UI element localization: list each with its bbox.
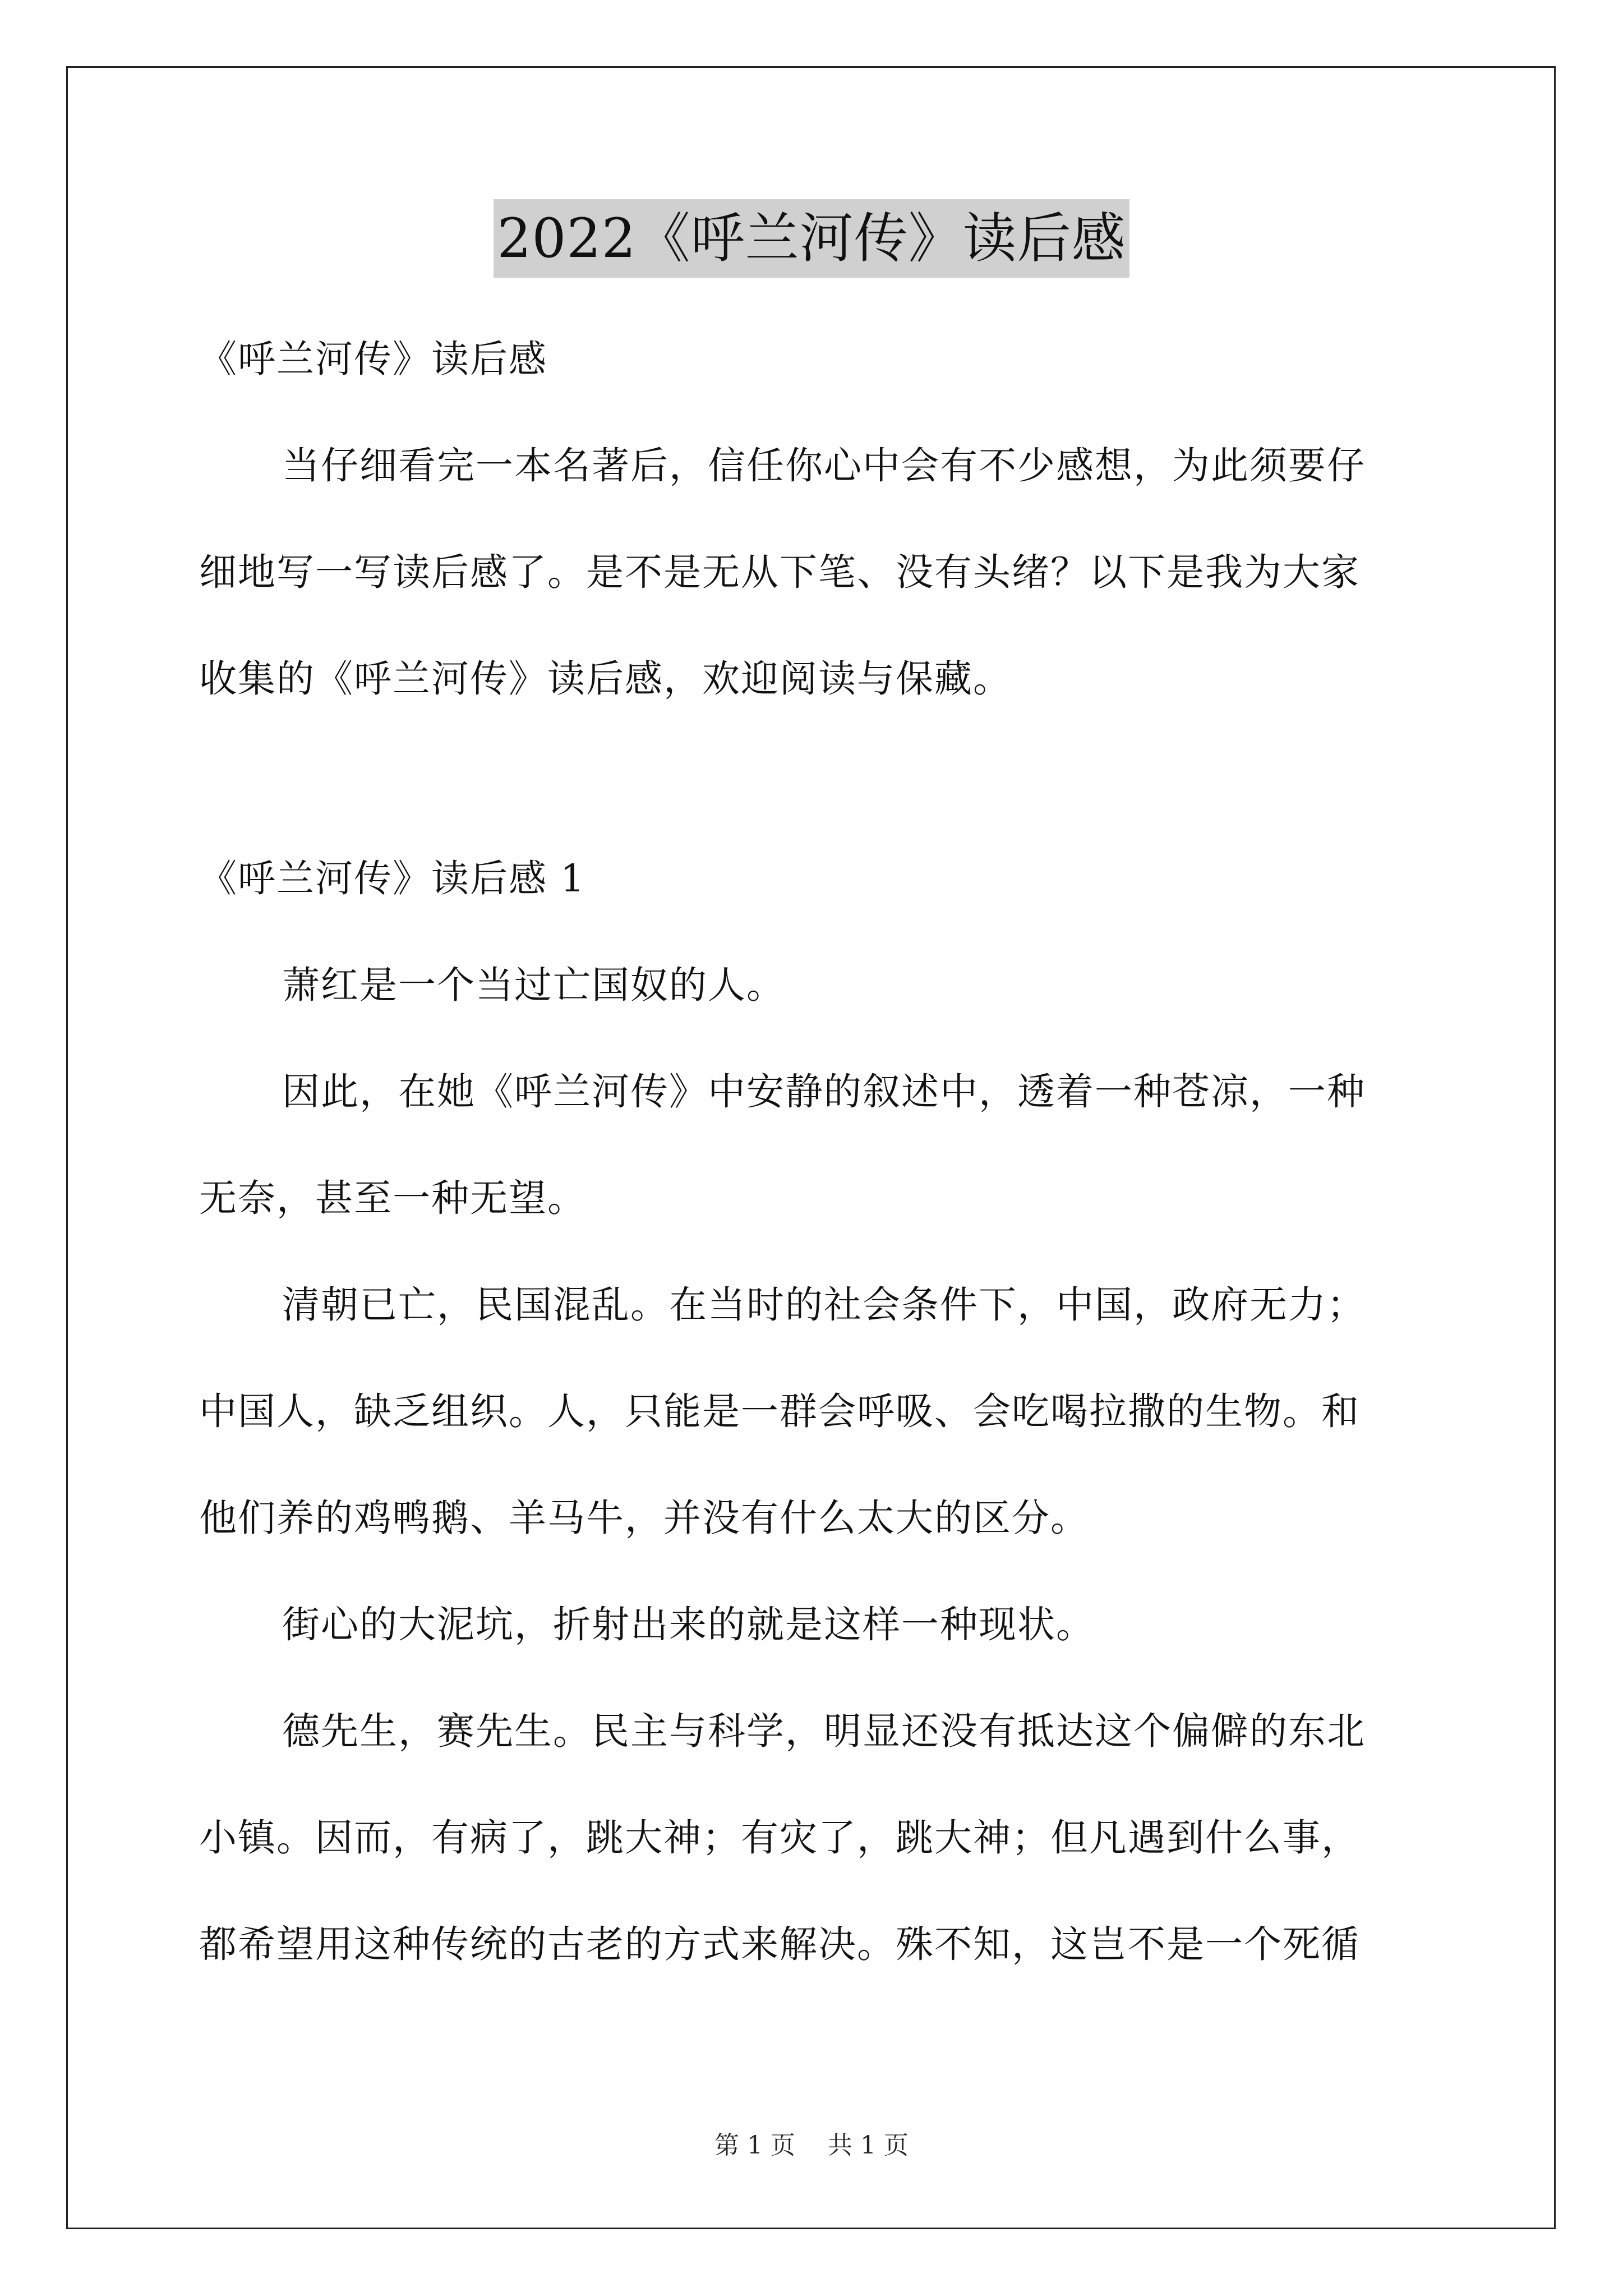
page-number: 第 1 页 [714, 2131, 795, 2160]
paragraph-line: 无奈，甚至一种无望。 [199, 1176, 586, 1220]
section-heading: 《呼兰河传》读后感 1 [199, 857, 585, 900]
title-wrap [0, 199, 1623, 278]
page-total: 共 1 页 [828, 2131, 909, 2160]
intro-paragraph-line: 细地写一写读后感了。是不是无从下笔、没有头绪？以下是我为大家 [199, 550, 1360, 594]
section-gap [199, 732, 1427, 825]
document-body [199, 306, 1427, 1998]
intro-heading: 《呼兰河传》读后感 [199, 337, 547, 381]
paragraph-line: 萧红是一个当过亡国奴的人。 [282, 963, 785, 1007]
paragraph-line: 街心的大泥坑，折射出来的就是这样一种现状。 [282, 1603, 1095, 1646]
intro-paragraph-line: 收集的《呼兰河传》读后感，欢迎阅读与保藏。 [199, 657, 1012, 701]
paragraph-line: 小镇。因而，有病了，跳大神；有灾了，跳大神；但凡遇到什么事， [199, 1816, 1360, 1860]
page-footer [0, 2129, 1623, 2162]
paragraph-line: 因此，在她《呼兰河传》中安静的叙述中，透着一种苍凉，一种 [282, 1070, 1366, 1114]
paragraph-line: 都希望用这种传统的古老的方式来解决。殊不知，这岂不是一个死循 [199, 1922, 1360, 1966]
paragraph-line: 他们养的鸡鸭鹅、羊马牛，并没有什么太大的区分。 [199, 1496, 1089, 1540]
document-title: 2022《呼兰河传》读后感 [494, 199, 1129, 278]
paragraph-line: 德先生，赛先生。民主与科学，明显还没有抵达这个偏僻的东北 [282, 1709, 1366, 1753]
intro-paragraph-line: 当仔细看完一本名著后，信任你心中会有不少感想，为此须要仔 [282, 444, 1366, 487]
paragraph-line: 清朝已亡，民国混乱。在当时的社会条件下，中国，政府无力； [282, 1283, 1366, 1327]
paragraph-line: 中国人，缺乏组织。人，只能是一群会呼吸、会吃喝拉撒的生物。和 [199, 1389, 1360, 1433]
